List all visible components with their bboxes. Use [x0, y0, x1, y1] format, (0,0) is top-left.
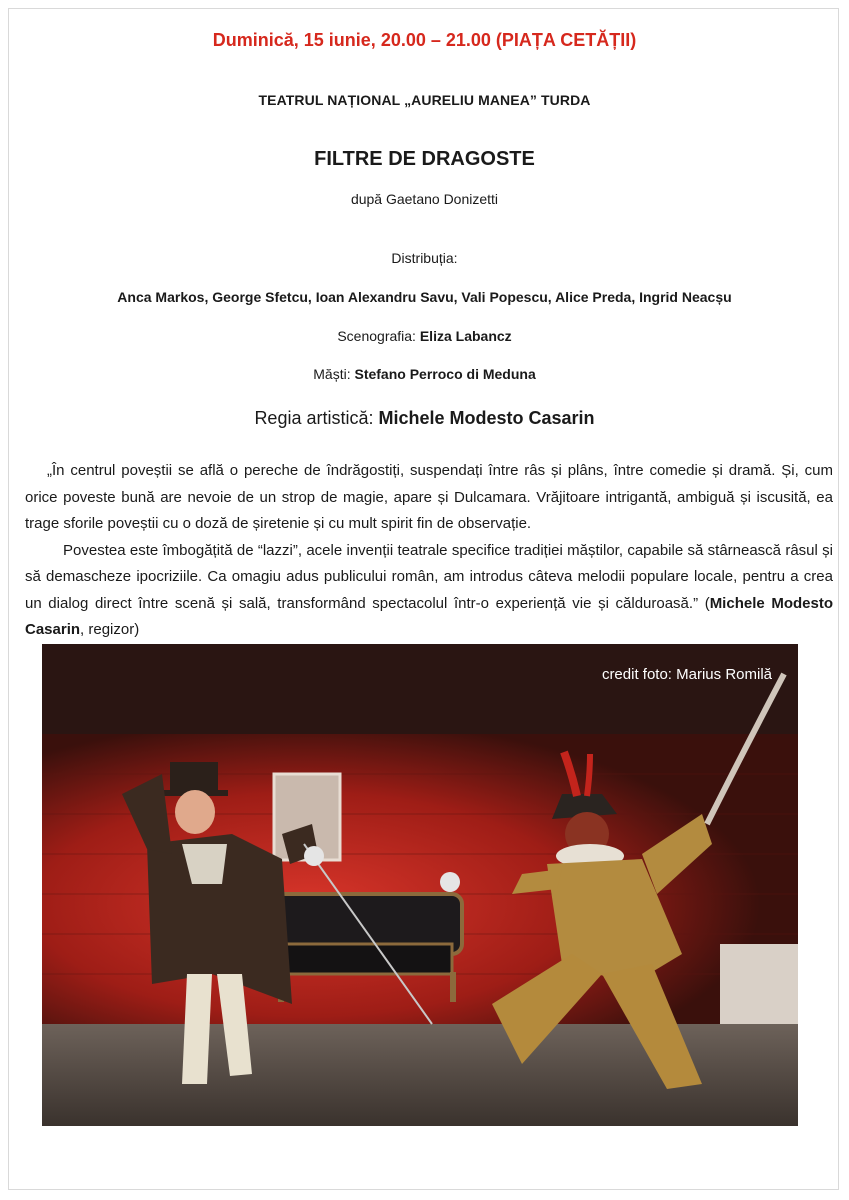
quote-paragraph-2	[25, 538, 833, 644]
quote-paragraph-2-text: Povestea este îmbogățită de “lazzi”, acele invenții teatrale specifice tradiției măștilor, capabile să stârnească râsul și să demascheze ipocriziile. Ca omagiu adus publicului român, am introdus câteva melodii populare locale, pentru a crea un dialog direct între scenă și sală, transformând spectacolul într-o experiență vie și călduroasă.” (	[25, 541, 833, 612]
show-title: FILTRE DE DRAGOSTE	[314, 148, 535, 170]
quote-author: Michele Modesto Casarin	[25, 594, 833, 638]
scenography-credit	[0, 328, 849, 344]
director-quote	[25, 458, 833, 644]
direction-credit	[0, 408, 849, 429]
masks-name: Stefano Perroco di Meduna	[354, 366, 536, 382]
stage-photo	[42, 644, 798, 1126]
right-sword-guard	[440, 872, 460, 892]
scenography-label: Scenografia:	[337, 328, 420, 344]
quote-paragraph-1: „În centrul poveștii se află o pereche de îndrăgostiți, suspendați între râs și plâns, între comedie și dramă. Și, cum orice poveste bună are nevoie de un strop de magie, apare și Dulcamara. Vrăjitoare intrigantă, ambiguă și iscusită, ea trage sforile poveștii cu o doză de șiretenie și cu mult spirit fin de observație.	[25, 462, 833, 532]
stage-photo-illustration	[42, 644, 798, 1126]
photo-credit: credit foto: Marius Romilă	[601, 666, 772, 683]
distribution-label: Distribuția:	[391, 250, 458, 266]
theatre-name: TEATRUL NAȚIONAL „AURELIU MANEA” TURDA	[258, 92, 591, 108]
cast-list: Anca Markos, George Sfetcu, Ioan Alexandru Savu, Vali Popescu, Alice Preda, Ingrid Neacșu	[117, 289, 732, 305]
event-date-line: Duminică, 15 iunie, 20.00 – 21.00 (PIAȚA CETĂȚII)	[212, 30, 637, 50]
quote-author-suffix: , regizor)	[80, 621, 140, 638]
direction-name: Michele Modesto Casarin	[378, 408, 595, 428]
scenography-name: Eliza Labancz	[419, 328, 512, 344]
show-subtitle: după Gaetano Donizetti	[350, 191, 499, 207]
direction-label: Regia artistică:	[254, 408, 379, 428]
masks-label: Măști:	[313, 366, 355, 382]
left-sword-guard	[304, 846, 324, 866]
masks-credit	[0, 366, 849, 382]
